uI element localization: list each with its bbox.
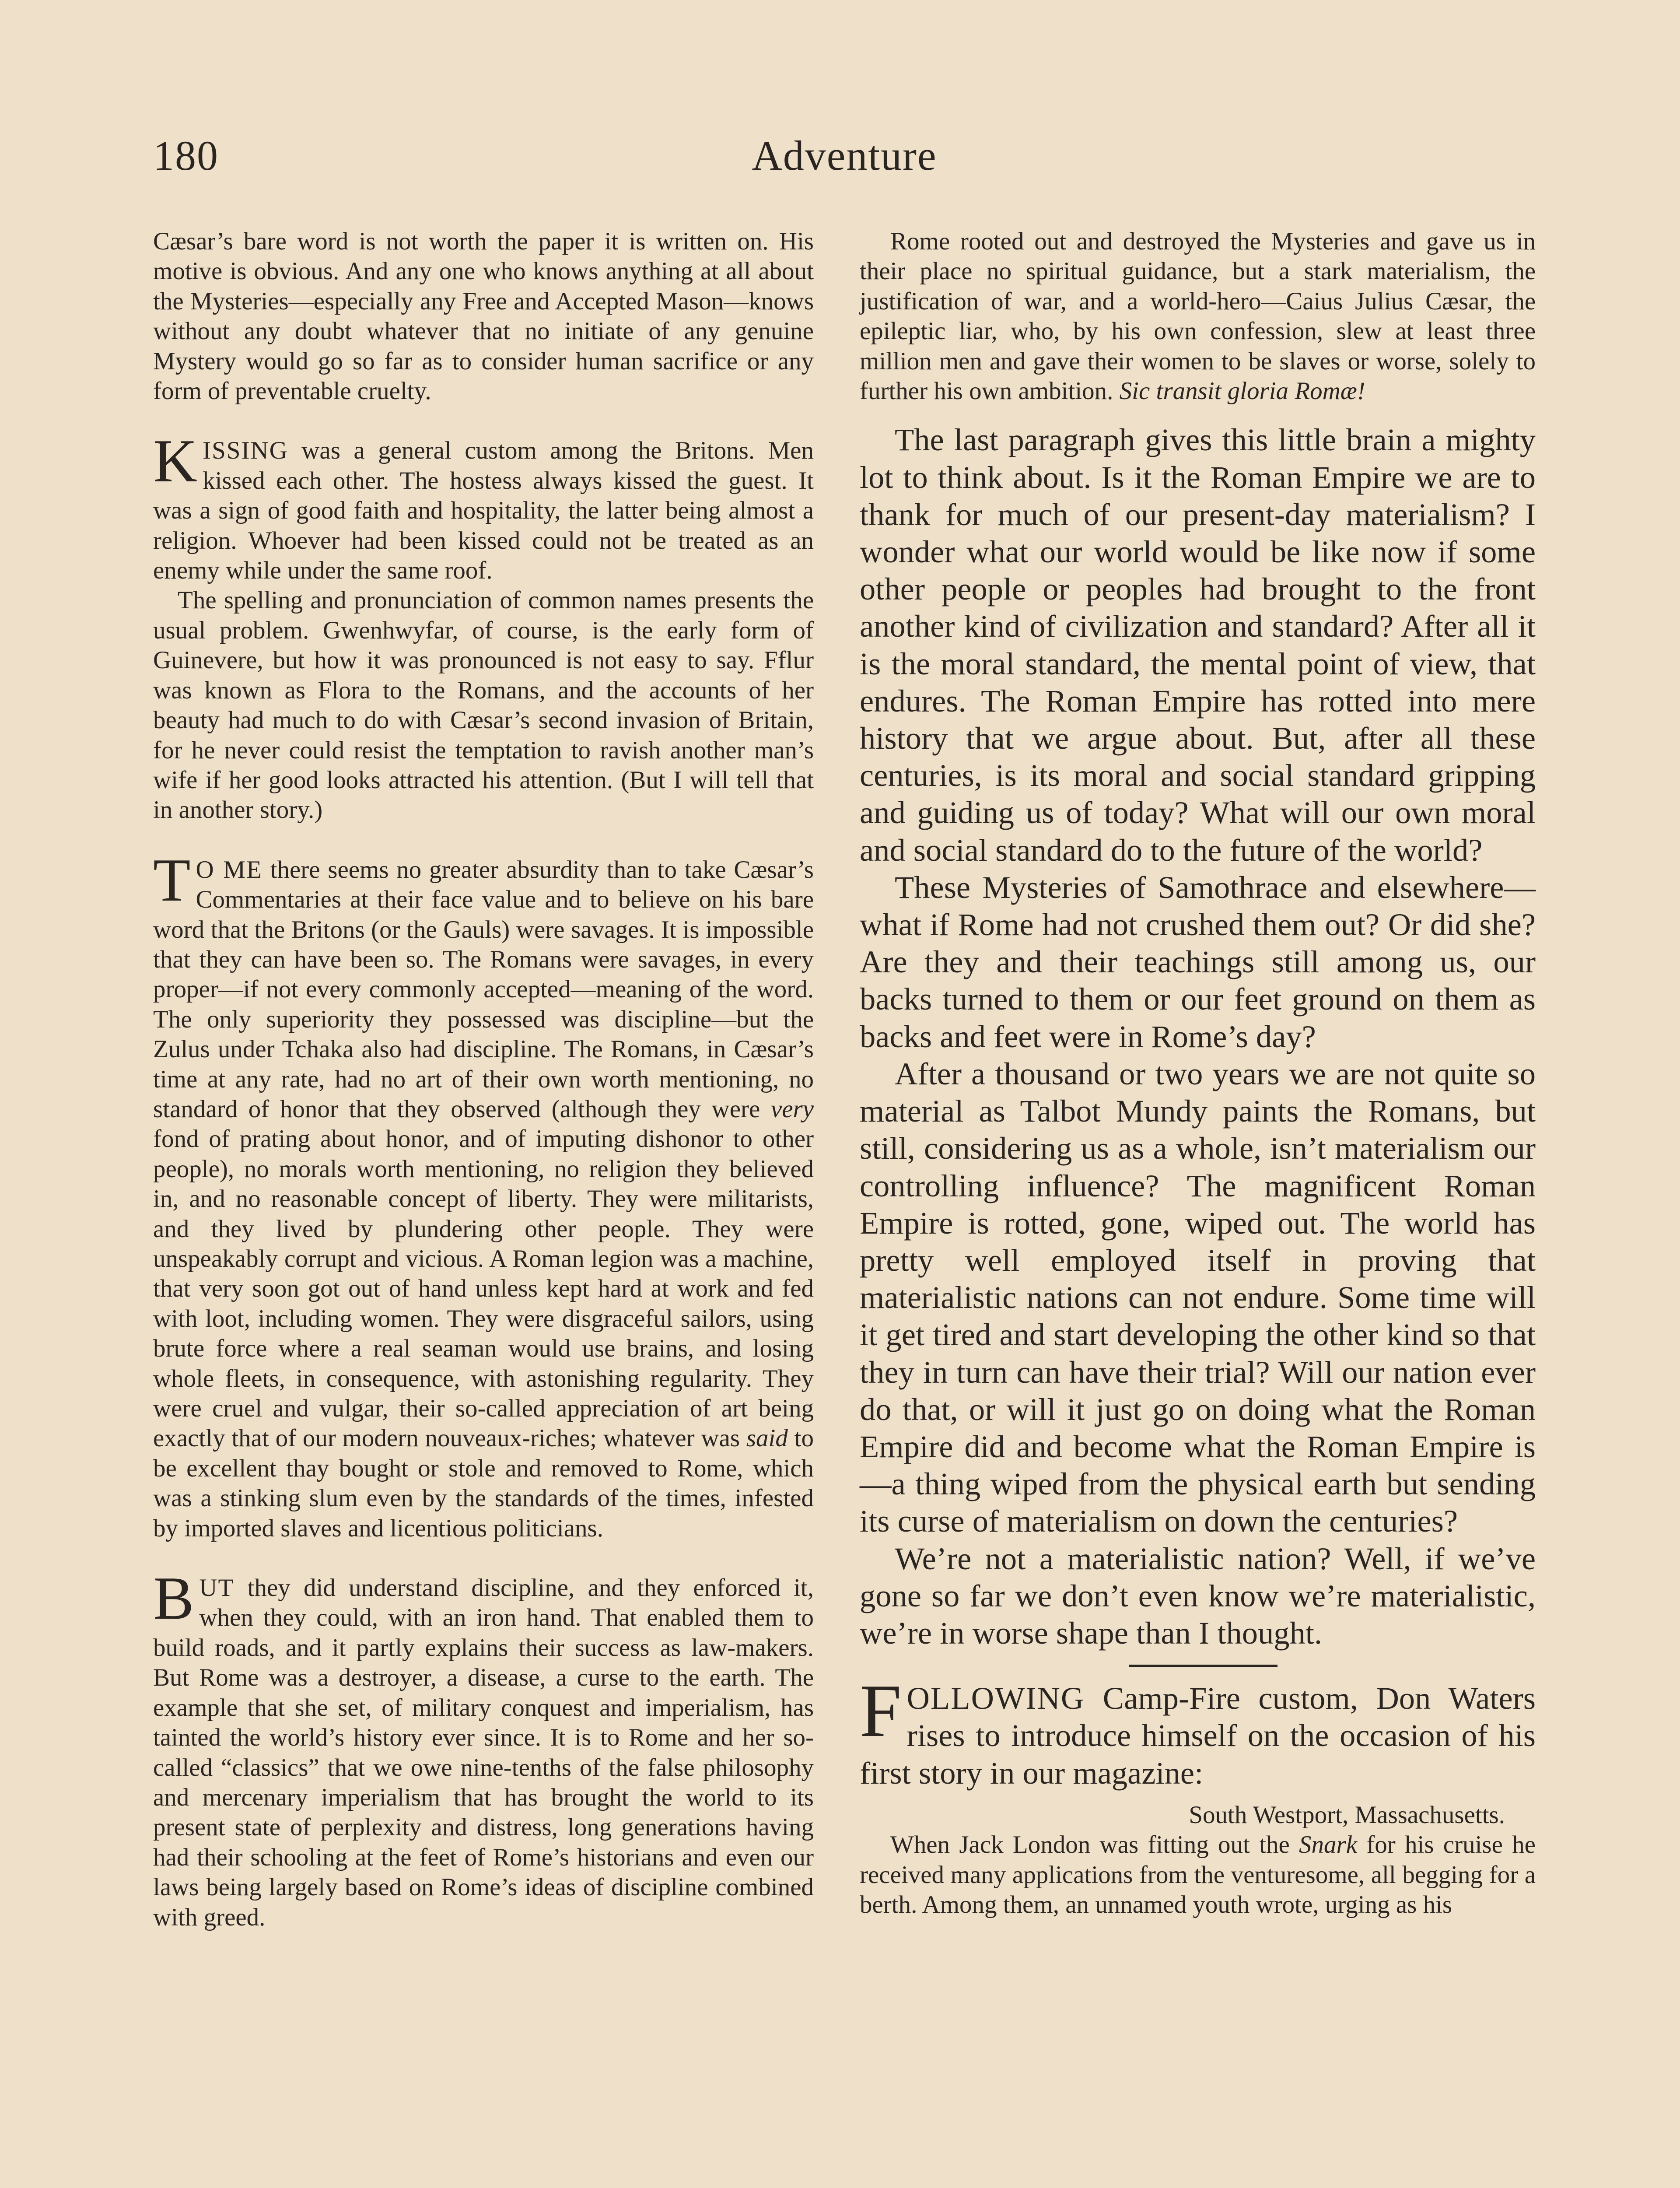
section-to-me bbox=[153, 846, 814, 1543]
running-title: Adventure bbox=[752, 132, 937, 179]
paragraph-mysteries: These Mysteries of Samothrace and elsewhere—what if Rome had not crushed them out? Or did she? Are they and their teachings still among us, our backs turned to them or our feet ground on them as backs and feet were in Rome’s day? bbox=[860, 869, 1536, 1054]
left-column bbox=[153, 227, 814, 1932]
paragraph-thousand-years: After a thousand or two years we are not quite so material as Talbot Mundy paints the Romans, but still, considering us as a whole, isn’t materialism our controlling influence? The magnificent Roman Empire is rotted, gone, wiped out. The world has pretty well employed itself in proving that materialistic nations can not endure. Some time will it get tired and start developing the other kind so that they in turn can have their trial? Will our nation ever do that, or will it just go on doing what the Roman Empire did and become what the Roman Empire is—a thing wiped from the physical earth but sending its curse of materialism on down the centuries? bbox=[860, 1055, 1536, 1539]
paragraph-caesar-word: Cæsar’s bare word is not worth the paper it is written on. His motive is obvious. And any one who knows anything at all about the Mysteries—especially any Free and Accepted Mason—knows without any doubt whatever that no initiate of any genuine Mystery would go so far as to consider human sacrifice or any form of preventable cruelty. bbox=[153, 228, 814, 405]
paragraph-kissing bbox=[153, 427, 814, 586]
page-number: 180 bbox=[153, 132, 219, 179]
section-kissing bbox=[153, 427, 814, 825]
letter-start bbox=[860, 1800, 1536, 1920]
paragraph-to-me bbox=[153, 846, 814, 1543]
paragraph-materialistic-nation: We’re not a materialistic nation? Well, if we’ve gone so far we don’t even know we’re materialistic, we’re in worse shape than I thought. bbox=[860, 1540, 1536, 1651]
quoted-letter-end bbox=[860, 227, 1536, 406]
drop-cap-b: B bbox=[153, 1564, 194, 1633]
paragraph-text: there seems no greater absurdity than to take Cæsar’s Commentaries at their face value and to believe on his bare word that the Britons (or the Gauls) were savages. It is impossible that they can have been so. The Romans were savages, in every proper—if not every commonly accepted—meaning of the word. The only superiority they possessed was discipline—but the Zulus under Tchaka also had discipline. The Romans, in Cæsar’s time at any rate, had no art of their own worth mentioning, no standard of honor that they observed (although they were bbox=[153, 856, 814, 1123]
drop-cap-k: K bbox=[153, 427, 198, 495]
right-column bbox=[860, 227, 1536, 1920]
paragraph-text: for his cruise he received many applications from the venturesome, all begging for a berth. Among them, an unnamed youth wrote, urging as his bbox=[860, 1831, 1536, 1918]
emphasis-said: said bbox=[746, 1424, 788, 1452]
paragraph-following bbox=[860, 1669, 1536, 1792]
paragraph-spelling: The spelling and pronunciation of common names presents the usual problem. Gwenhwyfar, of course, is the early form of Guinevere, but how it was pronounced is not easy to say. Fflur was known as Flora to the Romans, and the accounts of her beauty had much to do with Cæsar’s second invasion of Britain, for he never could resist the temptation to ravish another man’s wife if her good looks attracted his attention. (But I will tell that in another story.) bbox=[153, 586, 814, 824]
ship-name-snark: Snark bbox=[1299, 1831, 1358, 1859]
paragraph-text: to be excellent thay bought or stole and removed to Rome, which was a stinking slum even by the standards of the times, infested by imported slaves and licentious politicians. bbox=[153, 1424, 814, 1542]
small-caps-lead: UT bbox=[199, 1574, 234, 1602]
paragraph-text: fond of prating about honor, and of imputing dishonor to other people), no morals worth mentioning, no religion they believed in, and no reasonable concept of liberty. They were militarists, and they lived by plundering other people. They were unspeakably corrupt and vicious. A Roman legion was a machine, that very soon got out of hand unless kept hard at work and fed with loot, including women. They were disgraceful sailors, using brute force where a real seaman would use brains, and losing whole fleets, in consequence, with astonishing regularity. They were cruel and vulgar, their so-called appreciation of art being exactly that of our modern nouveaux-riches; whatever was bbox=[153, 1125, 814, 1452]
paragraph-kissing-text: was a general custom among the Britons. Men kissed each other. The hostess always kissed the guest. It was a sign of good faith and hospitality, the latter being almost a religion. Whoever had been kissed could not be treated as an enemy while under the same roof. bbox=[153, 437, 814, 585]
drop-cap-t: T bbox=[153, 846, 191, 914]
section-divider bbox=[1129, 1665, 1278, 1667]
paragraph-rome-rooted bbox=[860, 227, 1536, 406]
paragraph-text: Camp-Fire custom, Don Waters rises to introduce himself on the occasion of his first story in our magazine: bbox=[860, 1680, 1536, 1791]
paragraph-text: When Jack London was fitting out the bbox=[890, 1831, 1299, 1859]
paragraph-text: Rome rooted out and destroyed the Mysteries and gave us in their place no spiritual guidance, but a stark materialism, the justification of war, and a world-hero—Caius Julius Cæsar, the epileptic liar, who, by his own confession, slew at least three million men and gave their women to be slaves or worse, solely to further his own ambition. bbox=[860, 228, 1536, 405]
editor-commentary bbox=[860, 421, 1536, 1791]
page-header bbox=[153, 127, 1536, 184]
section-but bbox=[153, 1564, 814, 1932]
paragraph-jack-london bbox=[860, 1830, 1536, 1920]
drop-cap-f: F bbox=[860, 1669, 902, 1753]
emphasis-very: very bbox=[770, 1095, 814, 1123]
small-caps-lead: O ME bbox=[196, 856, 262, 884]
paragraph-text: they did understand discipline, and they enforced it, when they could, with an iron hand. That enabled them to build roads, and it partly explains their success as law-makers. But Rome was a destroyer, a disease, a curse to the earth. The example that she set, of military conquest and imperialism, has tainted the world’s history ever since. It is to Rome and her so-called “classics” that we owe nine-tenths of the false philosophy and mercenary imperialism that has brought the world to its present state of perplexity and distress, long generations having had their schooling at the feet of Rome’s historians and even our laws being largely based on Rome’s ideas of discipline combined with greed. bbox=[153, 1574, 814, 1931]
letter-place-line: South Westport, Massachusetts. bbox=[1189, 1801, 1505, 1829]
small-caps-lead: OLLOWING bbox=[906, 1680, 1085, 1716]
latin-phrase: Sic transit gloria Romæ! bbox=[1119, 377, 1365, 405]
paragraph-last-paragraph: The last paragraph gives this little brain a mighty lot to think about. Is it the Roman Empire we are to thank for much of our present-day materialism? I wonder what our world would be like now if some other people or peoples had brought to the front another kind of civilization and standard? After all it is the moral standard, the mental point of view, that endures. The Roman Empire has rotted into mere history that we argue about. But, after all these centuries, is its moral and social standard gripping and guiding us of today? What will our own moral and social standard do to the future of the world? bbox=[860, 422, 1536, 868]
paragraph-but bbox=[153, 1564, 814, 1932]
small-caps-lead: ISSING bbox=[203, 437, 288, 465]
